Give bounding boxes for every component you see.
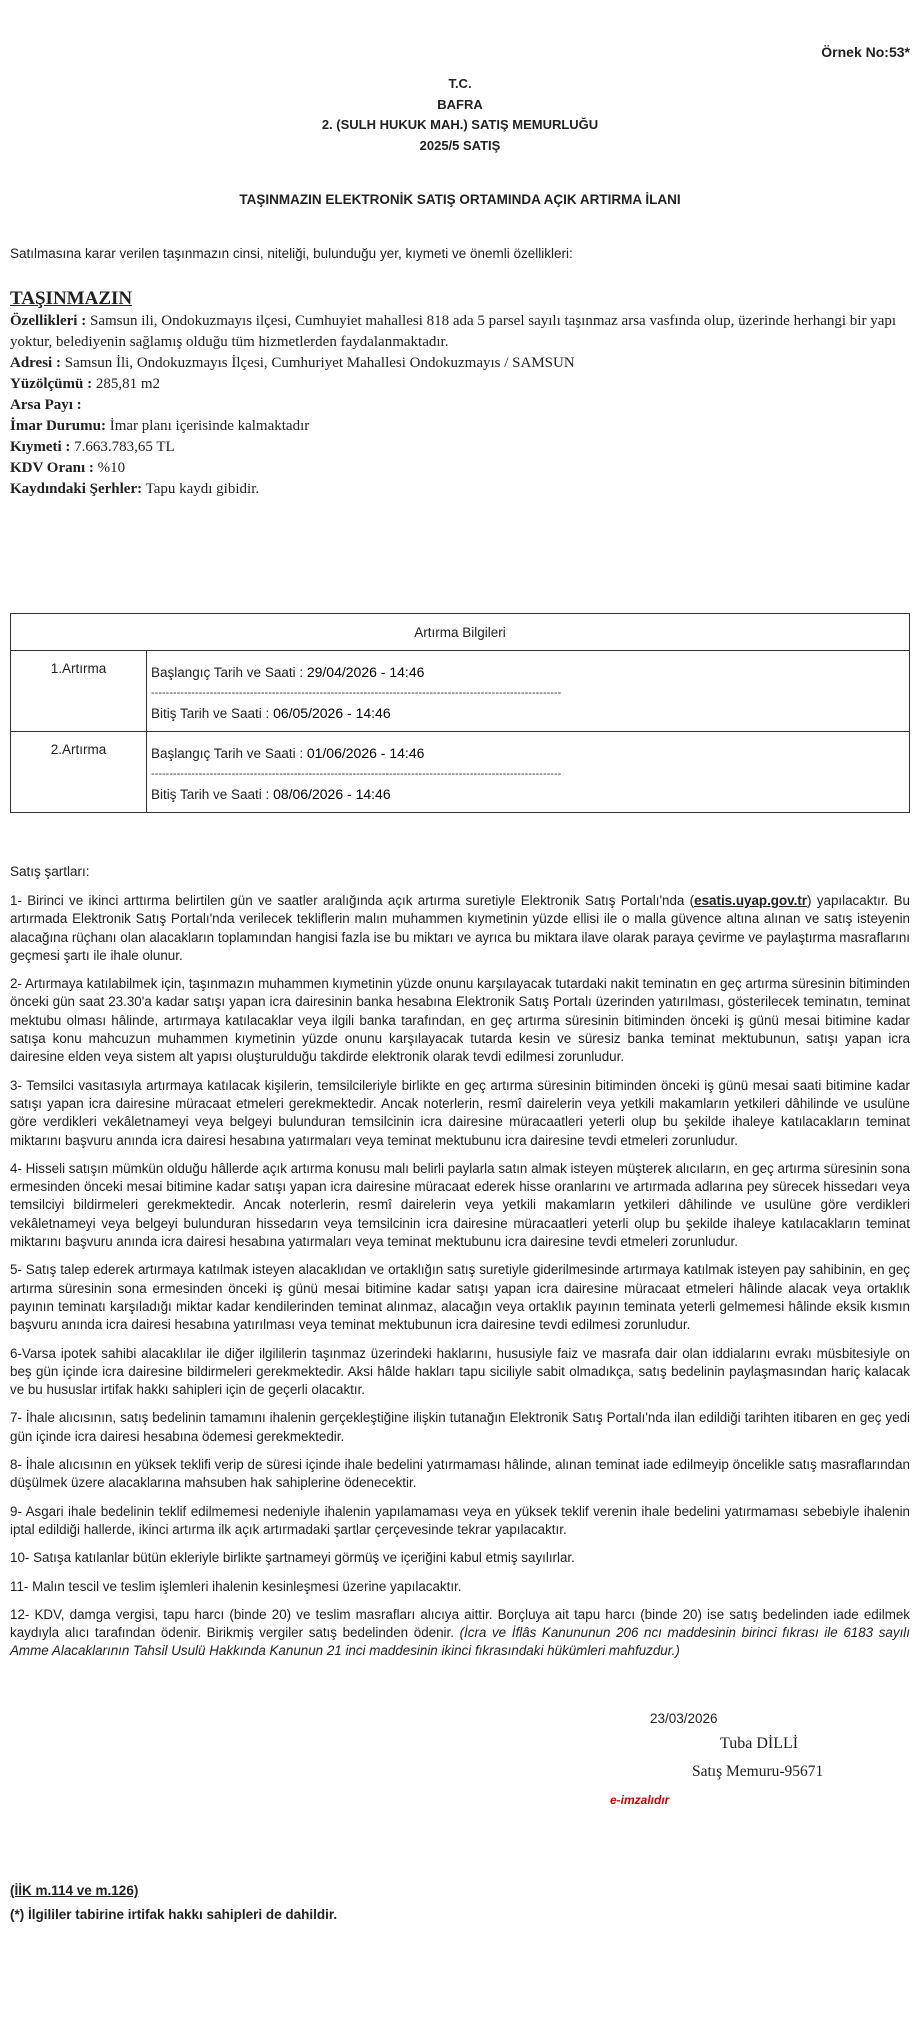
separator-line: ---------------------------------------------------------------------------------------------------------------- xyxy=(151,768,562,780)
address-label: Adresi : xyxy=(10,355,61,371)
property-zoning xyxy=(10,416,910,437)
auction-row xyxy=(11,732,910,813)
esatis-portal-link[interactable]: esatis.uyap.gov.tr xyxy=(694,893,808,908)
property-vat xyxy=(10,458,910,479)
document-title: TAŞINMAZIN ELEKTRONİK SATIŞ ORTAMINDA AÇIK ARTIRMA İLANI xyxy=(239,192,681,207)
condition-10: 10- Satışa katılanlar bütün ekleriyle birlikte şartnameyi görmüş ve içeriğini kabul etmiş sayılırlar. xyxy=(10,1550,575,1566)
area-label: Yüzölçümü : xyxy=(10,376,93,392)
sample-number: Örnek No:53* xyxy=(821,44,910,60)
end-label: Bitiş Tarih ve Saati : xyxy=(151,787,274,802)
condition-8: 8- İhale alıcısının en yüksek teklifi verip de süresi içinde ihale bedelini yatırmaması hâlinde, alınan teminat iade edilmeyip öncelikle satış masraflarından düşülmek üzere alacaklarına mahsuben hak sahiplerine ödenecektir. xyxy=(10,1457,910,1491)
header-line-tc: T.C. xyxy=(448,76,472,91)
intro-text: Satılmasına karar verilen taşınmazın cinsi, niteliği, bulunduğu yer, kıymeti ve önemli özellikleri: xyxy=(10,246,573,261)
annotations-value: Tapu kaydı gibidir. xyxy=(142,481,260,497)
auction-table xyxy=(10,613,910,813)
condition-12-text: 12- KDV, damga vergisi, tapu harcı (binde 20) ve teslim masrafları alıcıya aittir. Borçluya ait tapu harcı (binde 20) ise satış bedelinden iade edilmek kaydıyla alıcı tarafından ödenir. Birikmiş vergiler satış bedelinden ödenir. xyxy=(10,1606,910,1641)
end-datetime: 06/05/2026 - 14:46 xyxy=(273,705,391,721)
value-amount: 7.663.783,65 TL xyxy=(70,439,175,455)
condition-1-text: 1- Birinci ve ikinci arttırma belirtilen gün ve saatler aralığında açık artırma suretiyle Elektronik Satış Portalı'nda ( xyxy=(10,893,695,908)
auction-start xyxy=(151,661,905,684)
footnote: (*) İlgililer tabirine irtifak hakkı sahipleri de dahildir. xyxy=(10,1907,338,1922)
law-reference: (İİK m.114 ve m.126) xyxy=(10,1883,139,1898)
property-heading: TAŞINMAZIN xyxy=(10,288,133,309)
auction-header-row xyxy=(11,614,910,651)
start-datetime: 01/06/2026 - 14:46 xyxy=(306,745,425,761)
land-share-label: Arsa Payı : xyxy=(10,397,82,413)
address-value: Samsun İli, Ondokuzmayıs İlçesi, Cumhuriyet Mahallesi Ondokuzmayıs / SAMSUN xyxy=(60,355,575,371)
condition-3: 3- Temsilci vasıtasıyla artırmaya katılacak kişilerin, temsilcileriyle birlikte en geç artırma süresinin bitiminden önceki iş günü mesai saati bitimine kadar satışı yapan icra dairesine müracaat etmeleri gerekmektedir. Ancak noterlerin, resmî dairelerin veya yetkili makamların yetkileri dâhilinde ve usulüne göre verdikleri vekâletnameyi veya belgeyi bulunduran temsilcinin icra dairesine müracaatleri yeterli olup bu şekilde ihaleye katılacakların teminat miktarını başvuru anında icra dairesi hesabına yatırmaları veya teminat mektubunu icra dairesine tevdi etmeleri zorunludur. xyxy=(10,1077,910,1148)
annotations-label: Kaydındaki Şerhler: xyxy=(10,481,143,497)
e-signature-mark: e-imzalıdır xyxy=(610,1793,670,1807)
condition-1-text-rest: ) yapılacaktır. Bu artırmada Elektronik Satış Portalı'nda verilecek tekliflerin malın muhammen kıymetinin yüzde ellisi ile o malla güvence altına alınan ve satış isteyenin alacağına rüçhanı olan alacakların toplamından hangisi fazla ise bu miktarı ve ayrıca bu miktara ilave olarak paraya çevirme ve paylaştırma masraflarını geçmesi şartı ile ihale olunur. xyxy=(10,893,910,963)
auction-start xyxy=(151,742,905,765)
auction-end xyxy=(151,702,905,725)
signatory-name: Tuba DİLLİ xyxy=(720,1735,799,1752)
vat-value: %10 xyxy=(93,460,126,476)
signature-date: 23/03/2026 xyxy=(650,1711,718,1726)
end-datetime: 08/06/2026 - 14:46 xyxy=(273,786,391,802)
property-section xyxy=(10,287,910,500)
auction-round-dates xyxy=(147,732,910,813)
start-label: Başlangıç Tarih ve Saati : xyxy=(151,746,307,761)
condition-2: 2- Artırmaya katılabilmek için, taşınmazın muhammen kıymetinin yüzde onunu karşılayacak tutardaki nakit teminatın en geç artırma süresinin bitiminden önceki gün saat 23.30'a kadar satışı yapan icra dairesinin banka hesabına Elektronik Satış Portalı üzerinden yatırılması, gösterilecek teminatın, teminat mektubu olması hâlinde, artırmaya katılacaklar veya ilgili banka tarafından, en geç artırma süresinin bitiminden önceki iş günü mesai bitimine kadar satışa konu mahcuzun muhammen kıymetinin yüzde onunu karşılayacak tutarda kesin ve süresiz banka teminat mektubunun, satışı yapan icra dairesine elden veya sistem alt yapısı oluşturulduğu takdirde elektronik olarak tevdi edilmesi zorunludur. xyxy=(10,976,910,1065)
end-label: Bitiş Tarih ve Saati : xyxy=(151,706,274,721)
property-annotations xyxy=(10,479,910,500)
condition-11: 11- Malın tescil ve teslim işlemleri ihalenin kesinleşmesi üzerine yapılacaktır. xyxy=(10,1578,462,1594)
header-line-city: BAFRA xyxy=(437,96,483,112)
start-datetime: 29/04/2026 - 14:46 xyxy=(306,664,425,680)
auction-round-name: 2.Artırma xyxy=(11,732,147,813)
header-line-case: 2025/5 SATIŞ xyxy=(419,137,501,153)
condition-9: 9- Asgari ihale bedelinin teklif edilmemesi nedeniyle ihalenin yapılamaması veya en yüksek teklif verenin ihale bedelini yatırmaması sebebiyle ihalenin iptal edildiği hallerde, ikinci artırma ilk açık artırmadaki şartlar çerçevesinde tekrar yapılacaktır. xyxy=(10,1503,910,1537)
property-area xyxy=(10,374,910,395)
header-line-office: 2. (SULH HUKUK MAH.) SATIŞ MEMURLUĞU xyxy=(321,117,599,132)
condition-6: 6-Varsa ipotek sahibi alacaklılar ile diğer ilgililerin taşınmaz üzerindeki haklarını, hususiyle faiz ve masrafa dair olan iddialarını evrakı müsbitesiyle on beş gün içinde icra dairesine bildirmeleri gerekmektedir. Aksi hâlde hakları tapu siciliyle sabit olmadıkça, satış bedelinin paylaşmasından hariç kalacak ve bu hususlar irtifak hakkı sahipleri için de geçerli olacaktır. xyxy=(10,1345,910,1398)
property-features xyxy=(10,311,910,353)
condition-1 xyxy=(10,892,910,965)
condition-4: 4- Hisseli satışın mümkün olduğu hâllerde açık artırma konusu malı belirli paylarla satın almak isteyen müşterek alıcıların, en geç artırma süresinin sona ermesinden önceki mesai bitimine kadar satışı yapan icra dairesine müracaat ederek hisse oranlarını ve artırmada adlarına pey sürecek hissedarı veya temsilciyi bildirmeleri gerekmektedir. Ancak noterlerin, resmî dairelerin veya yetkili makamların yetkileri dâhilinde ve usulüne göre verdikleri vekâletnameyi veya belgeyi bulunduran hissedarın veya temsilcinin icra dairesine müracaatleri yeterli olup bu şekilde ihaleye katılacakların teminat miktarını başvuru anında icra dairesi hesabına yatırmaları veya teminat mektubunu icra dairesine tevdi etmeleri zorunludur. xyxy=(10,1160,910,1250)
auction-round-name: 1.Artırma xyxy=(11,651,147,732)
condition-12-legal-note: (İcra ve İflâs Kanununun 206 ncı maddesinin birinci fıkrası ile 6183 sayılı Amme Alacaklarının Tahsil Usulü Hakkında Kanunun 21 inci maddesinin ikinci fıkrasındaki hükümleri mahfuzdur.) xyxy=(10,1625,910,1659)
auction-row xyxy=(11,651,910,732)
condition-5: 5- Satış talep ederek artırmaya katılmak isteyen alacaklıdan ve ortaklığın satış suretiyle giderilmesinde artırmaya katılmak isteyen pay sahibinin, en geç artırma süresinin sona ermesinden önceki iş günü mesai bitimine kadar satışı yapan icra dairesine müracaat etmeleri hâlinde alacak veya ortaklık payının teminatı karşıladığı miktar kadar kendilerinden teminat alınmaz, alacağın veya ortaklık payının teminata yeterli gelmemesi hâlinde eksik kısmın başvuru anında icra dairesi hesabına yatırılması veya teminat mektubunun icra dairesine tevdi edilmesi zorunludur. xyxy=(10,1262,910,1333)
zoning-value: İmar planı içerisinde kalmaktadır xyxy=(105,418,310,434)
conditions-title: Satış şartları: xyxy=(10,864,90,879)
features-label: Özellikleri : xyxy=(10,313,87,329)
value-label: Kıymeti : xyxy=(10,439,71,455)
auction-header: Artırma Bilgileri xyxy=(11,614,910,651)
area-value: 285,81 m2 xyxy=(92,376,161,392)
auction-end xyxy=(151,783,905,806)
separator-line: ---------------------------------------------------------------------------------------------------------------- xyxy=(151,687,562,699)
condition-7: 7- İhale alıcısının, satış bedelinin tamamını ihalenin gerçekleştiğine ilişkin tutanağın Elektronik Satış Portalı'nda ilan edildiği tarihten itibaren en geç yedi gün içinde icra dairesi hesabına ödemesi gerekmektedir. xyxy=(10,1410,910,1444)
condition-12 xyxy=(10,1606,910,1661)
signatory-title: Satış Memuru-95671 xyxy=(692,1763,824,1780)
auction-round-dates xyxy=(147,651,910,732)
property-land-share xyxy=(10,395,910,416)
features-value: Samsun ili, Ondokuzmayıs ilçesi, Cumhuyiet mahallesi 818 ada 5 parsel sayılı taşınmaz arsa vasfında olup, üzerinde herhangi bir yapı yoktur, belediyenin sağlamış olduğu tüm hizmetlerden faydalanmaktadır. xyxy=(10,313,897,350)
conditions-list xyxy=(10,892,910,1671)
property-address xyxy=(10,353,910,374)
document-header xyxy=(10,74,910,156)
property-value xyxy=(10,437,910,458)
vat-label: KDV Oranı : xyxy=(10,460,94,476)
zoning-label: İmar Durumu: xyxy=(10,418,106,434)
start-label: Başlangıç Tarih ve Saati : xyxy=(151,665,307,680)
